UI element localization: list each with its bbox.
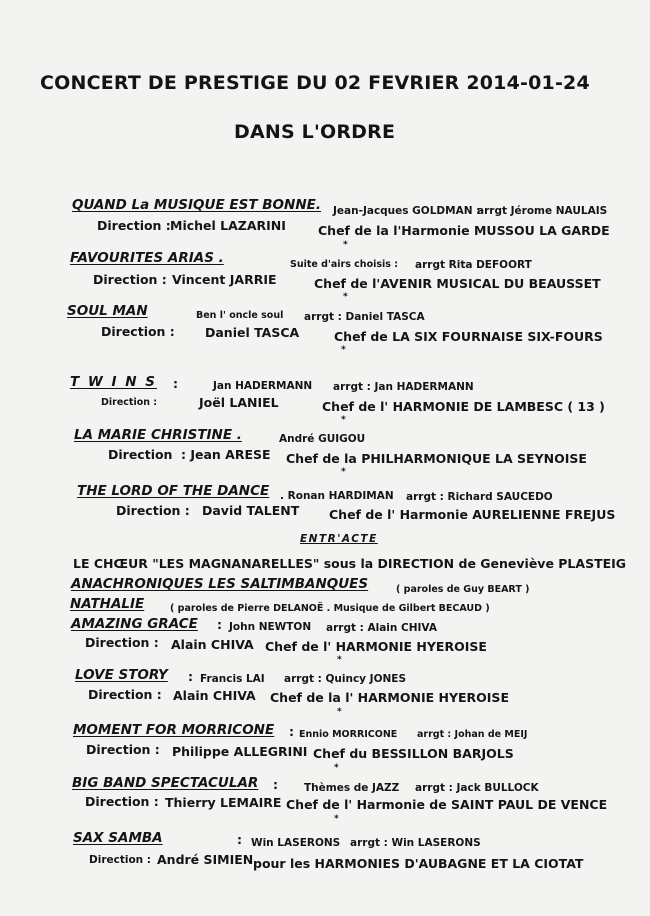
choir-line: LE CHŒUR "LES MAGNANARELLES" sous la DIRECTION de Geneviève PLASTEIG xyxy=(73,556,627,571)
arranger: arrgt : Johan de MEIJ xyxy=(417,729,528,740)
piece-title: T W I N S xyxy=(70,374,157,390)
direction-label: Direction : xyxy=(85,635,159,650)
direction-label: Direction : xyxy=(86,742,160,757)
direction-label: Direction : xyxy=(116,503,190,518)
composer: Jean-Jacques GOLDMAN : xyxy=(333,205,481,217)
conductor-role: Chef de la PHILHARMONIQUE LA SEYNOISE xyxy=(286,451,587,466)
conductor-name: David TALENT xyxy=(202,503,300,518)
piece-colon: : xyxy=(217,617,222,632)
piece-title: MOMENT FOR MORRICONE xyxy=(73,722,275,738)
separator-star: * xyxy=(343,240,348,250)
separator-star: * xyxy=(343,292,348,302)
piece-title: QUAND La MUSIQUE EST BONNE. xyxy=(72,197,321,213)
piece-colon: : xyxy=(273,777,278,792)
piece-title: LA MARIE CHRISTINE . xyxy=(74,427,242,443)
separator-star: * xyxy=(337,655,342,665)
arranger: arrgt : Richard SAUCEDO xyxy=(406,491,553,503)
piece-colon: : xyxy=(188,669,193,684)
conductor-role: pour les HARMONIES D'AUBAGNE ET LA CIOTAT xyxy=(253,856,584,871)
composer: Francis LAI xyxy=(200,673,265,685)
separator-star: * xyxy=(341,415,346,425)
conductor-name: : Jean ARESE xyxy=(181,447,271,462)
direction-label: Direction xyxy=(108,447,173,462)
intermission-heading: ENTR'ACTE xyxy=(300,533,378,545)
conductor-name: Alain CHIVA xyxy=(171,637,254,652)
separator-star: * xyxy=(334,763,339,773)
piece-title: THE LORD OF THE DANCE xyxy=(77,483,270,499)
direction-label: Direction : xyxy=(101,397,158,408)
arranger: arrgt : Win LASERONS xyxy=(350,837,481,849)
direction-label: Direction : xyxy=(85,794,159,809)
composer: Ben l' oncle soul xyxy=(196,310,284,321)
piece-colon: : xyxy=(237,832,242,847)
composer: Thèmes de JAZZ xyxy=(304,782,400,794)
piece-title: LOVE STORY xyxy=(75,667,168,683)
composer: Win LASERONS xyxy=(251,837,341,849)
conductor-name: Michel LAZARINI xyxy=(170,218,286,233)
separator-star: * xyxy=(337,707,342,717)
direction-label: Direction : xyxy=(101,324,175,339)
arranger: arrgt : Alain CHIVA xyxy=(326,622,437,634)
composer: Ennio MORRICONE xyxy=(299,729,398,740)
conductor-role: Chef de la l'Harmonie MUSSOU LA GARDE xyxy=(318,223,610,238)
piece-colon: : xyxy=(173,376,178,391)
conductor-name: Philippe ALLEGRINI xyxy=(172,744,308,759)
song-title: ANACHRONIQUES LES SALTIMBANQUES xyxy=(71,576,369,592)
piece-title: SAX SAMBA xyxy=(73,830,163,846)
arranger: arrgt Rita DEFOORT xyxy=(415,259,532,271)
conductor-role: Chef de LA SIX FOURNAISE SIX-FOURS xyxy=(334,329,603,344)
separator-star: * xyxy=(341,467,346,477)
direction-label: Direction : xyxy=(89,854,152,866)
arranger: arrgt : Jack BULLOCK xyxy=(415,782,539,794)
conductor-name: Vincent JARRIE xyxy=(172,272,277,287)
conductor-role: Chef du BESSILLON BARJOLS xyxy=(313,746,514,761)
direction-label: Direction : xyxy=(88,687,162,702)
piece-title: FAVOURITES ARIAS . xyxy=(70,250,224,266)
conductor-name: Alain CHIVA xyxy=(173,688,256,703)
composer: John NEWTON xyxy=(229,621,312,633)
composer: Suite d'airs choisis : xyxy=(290,259,399,270)
direction-label: Direction : xyxy=(93,272,167,287)
arranger: arrgt Jérome NAULAIS xyxy=(477,205,608,217)
conductor-role: Chef de l' Harmonie AURELIENNE FREJUS xyxy=(329,507,616,522)
piece-title: BIG BAND SPECTACULAR xyxy=(72,775,259,791)
separator-star: * xyxy=(341,345,346,355)
composer: André GUIGOU xyxy=(279,433,366,445)
conductor-role: Chef de l' HARMONIE DE LAMBESC ( 13 ) xyxy=(322,399,605,414)
direction-label: Direction : xyxy=(97,218,171,233)
conductor-name: Thierry LEMAIRE xyxy=(165,795,282,810)
song-credits: ( paroles de Pierre DELANOË . Musique de Gilbert BECAUD ) xyxy=(170,603,490,614)
separator-star: * xyxy=(334,814,339,824)
piece-title: AMAZING GRACE xyxy=(71,616,198,632)
arranger: arrgt : Jan HADERMANN xyxy=(333,381,474,393)
conductor-role: Chef de l' HARMONIE HYEROISE xyxy=(265,639,487,654)
conductor-name: André SIMIEN xyxy=(157,852,254,867)
page-subtitle: DANS L'ORDRE xyxy=(234,121,396,143)
conductor-name: Daniel TASCA xyxy=(205,325,300,340)
arranger: arrgt : Quincy JONES xyxy=(284,673,407,685)
piece-colon: : xyxy=(289,724,294,739)
conductor-role: Chef de l' Harmonie de SAINT PAUL DE VENCE xyxy=(286,797,608,812)
composer: Jan HADERMANN xyxy=(213,380,313,392)
conductor-role: Chef de la l' HARMONIE HYEROISE xyxy=(270,690,509,705)
composer: . Ronan HARDIMAN xyxy=(280,490,394,502)
song-credits: ( paroles de Guy BEART ) xyxy=(396,584,530,595)
conductor-name: Joël LANIEL xyxy=(199,395,279,410)
song-title: NATHALIE xyxy=(70,596,145,612)
arranger: arrgt : Daniel TASCA xyxy=(304,311,425,323)
page-title: CONCERT DE PRESTIGE DU 02 FEVRIER 2014-01-24 xyxy=(40,72,590,94)
conductor-role: Chef de l'AVENIR MUSICAL DU BEAUSSET xyxy=(314,276,601,291)
piece-title: SOUL MAN xyxy=(67,303,148,319)
